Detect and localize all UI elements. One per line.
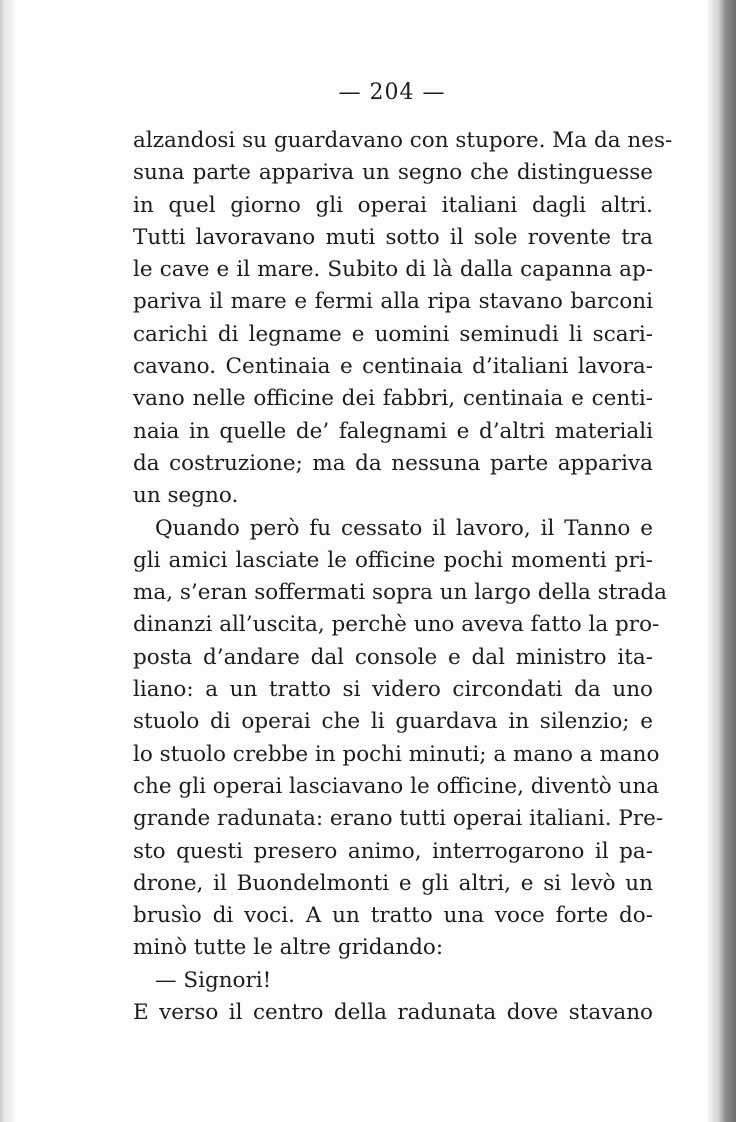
text-line: suna parte appariva un segno che distinguesse	[133, 160, 653, 186]
text-line: liano: a un tratto si videro circondati da uno	[133, 677, 653, 703]
text-line: E verso il centro della radunata dove stavano	[133, 1000, 653, 1026]
text-line: brusìo di voci. A un tratto una voce forte do-	[133, 903, 653, 929]
text-line: pariva il mare e fermi alla ripa stavano barconi	[133, 289, 653, 315]
text-line: vano nelle officine dei fabbri, centinaia e centi-	[133, 386, 653, 412]
text-line: stuolo di operai che li guardava in silenzio; e	[133, 709, 653, 735]
text-line: posta d’andare dal console e dal ministro ita-	[133, 644, 653, 670]
text-line: ma, s’eran soffermati sopra un largo della strada	[133, 580, 668, 606]
text-line: un segno.	[133, 483, 239, 509]
page-left-edge	[0, 0, 14, 1122]
text-line: che gli operai lasciavano le officine, diventò una	[133, 773, 660, 799]
text-line: naia in quelle de’ falegnami e d’altri materiali	[133, 418, 653, 444]
text-line: Tutti lavoravano muti sotto il sole rovente tra	[133, 224, 653, 250]
text-line: grande radunata: erano tutti operai italiani. Pre-	[133, 806, 664, 832]
text-line: carichi di legname e uomini seminudi li scari-	[133, 321, 653, 347]
text-line: le cave e il mare. Subito di là dalla capanna ap-	[133, 257, 653, 283]
page-number: — 204 —	[338, 80, 446, 105]
text-line: Quando però fu cessato il lavoro, il Tanno e	[155, 515, 653, 541]
text-line: drone, il Buondelmonti e gli altri, e si levò un	[133, 870, 653, 896]
text-line: gli amici lasciate le officine pochi momenti pri-	[133, 547, 653, 573]
text-line: minò tutte le altre gridando:	[133, 935, 444, 961]
text-line: — Signori!	[155, 967, 272, 993]
text-line: da costruzione; ma da nessuna parte appariva	[133, 450, 653, 476]
text-line: sto questi presero animo, interrogarono il pa-	[133, 838, 653, 864]
text-line: lo stuolo crebbe in pochi minuti; a mano a mano	[133, 741, 660, 767]
text-line: alzandosi su guardavano con stupore. Ma da nes-	[133, 128, 673, 153]
text-line: dinanzi all’uscita, perchè uno aveva fatto la pro-	[133, 612, 660, 638]
text-line: cavano. Centinaia e centinaia d’italiani lavora-	[133, 354, 653, 380]
text-line: in quel giorno gli operai italiani dagli altri.	[133, 192, 653, 218]
body-text	[133, 125, 673, 1029]
page-right-edge	[708, 0, 736, 1122]
